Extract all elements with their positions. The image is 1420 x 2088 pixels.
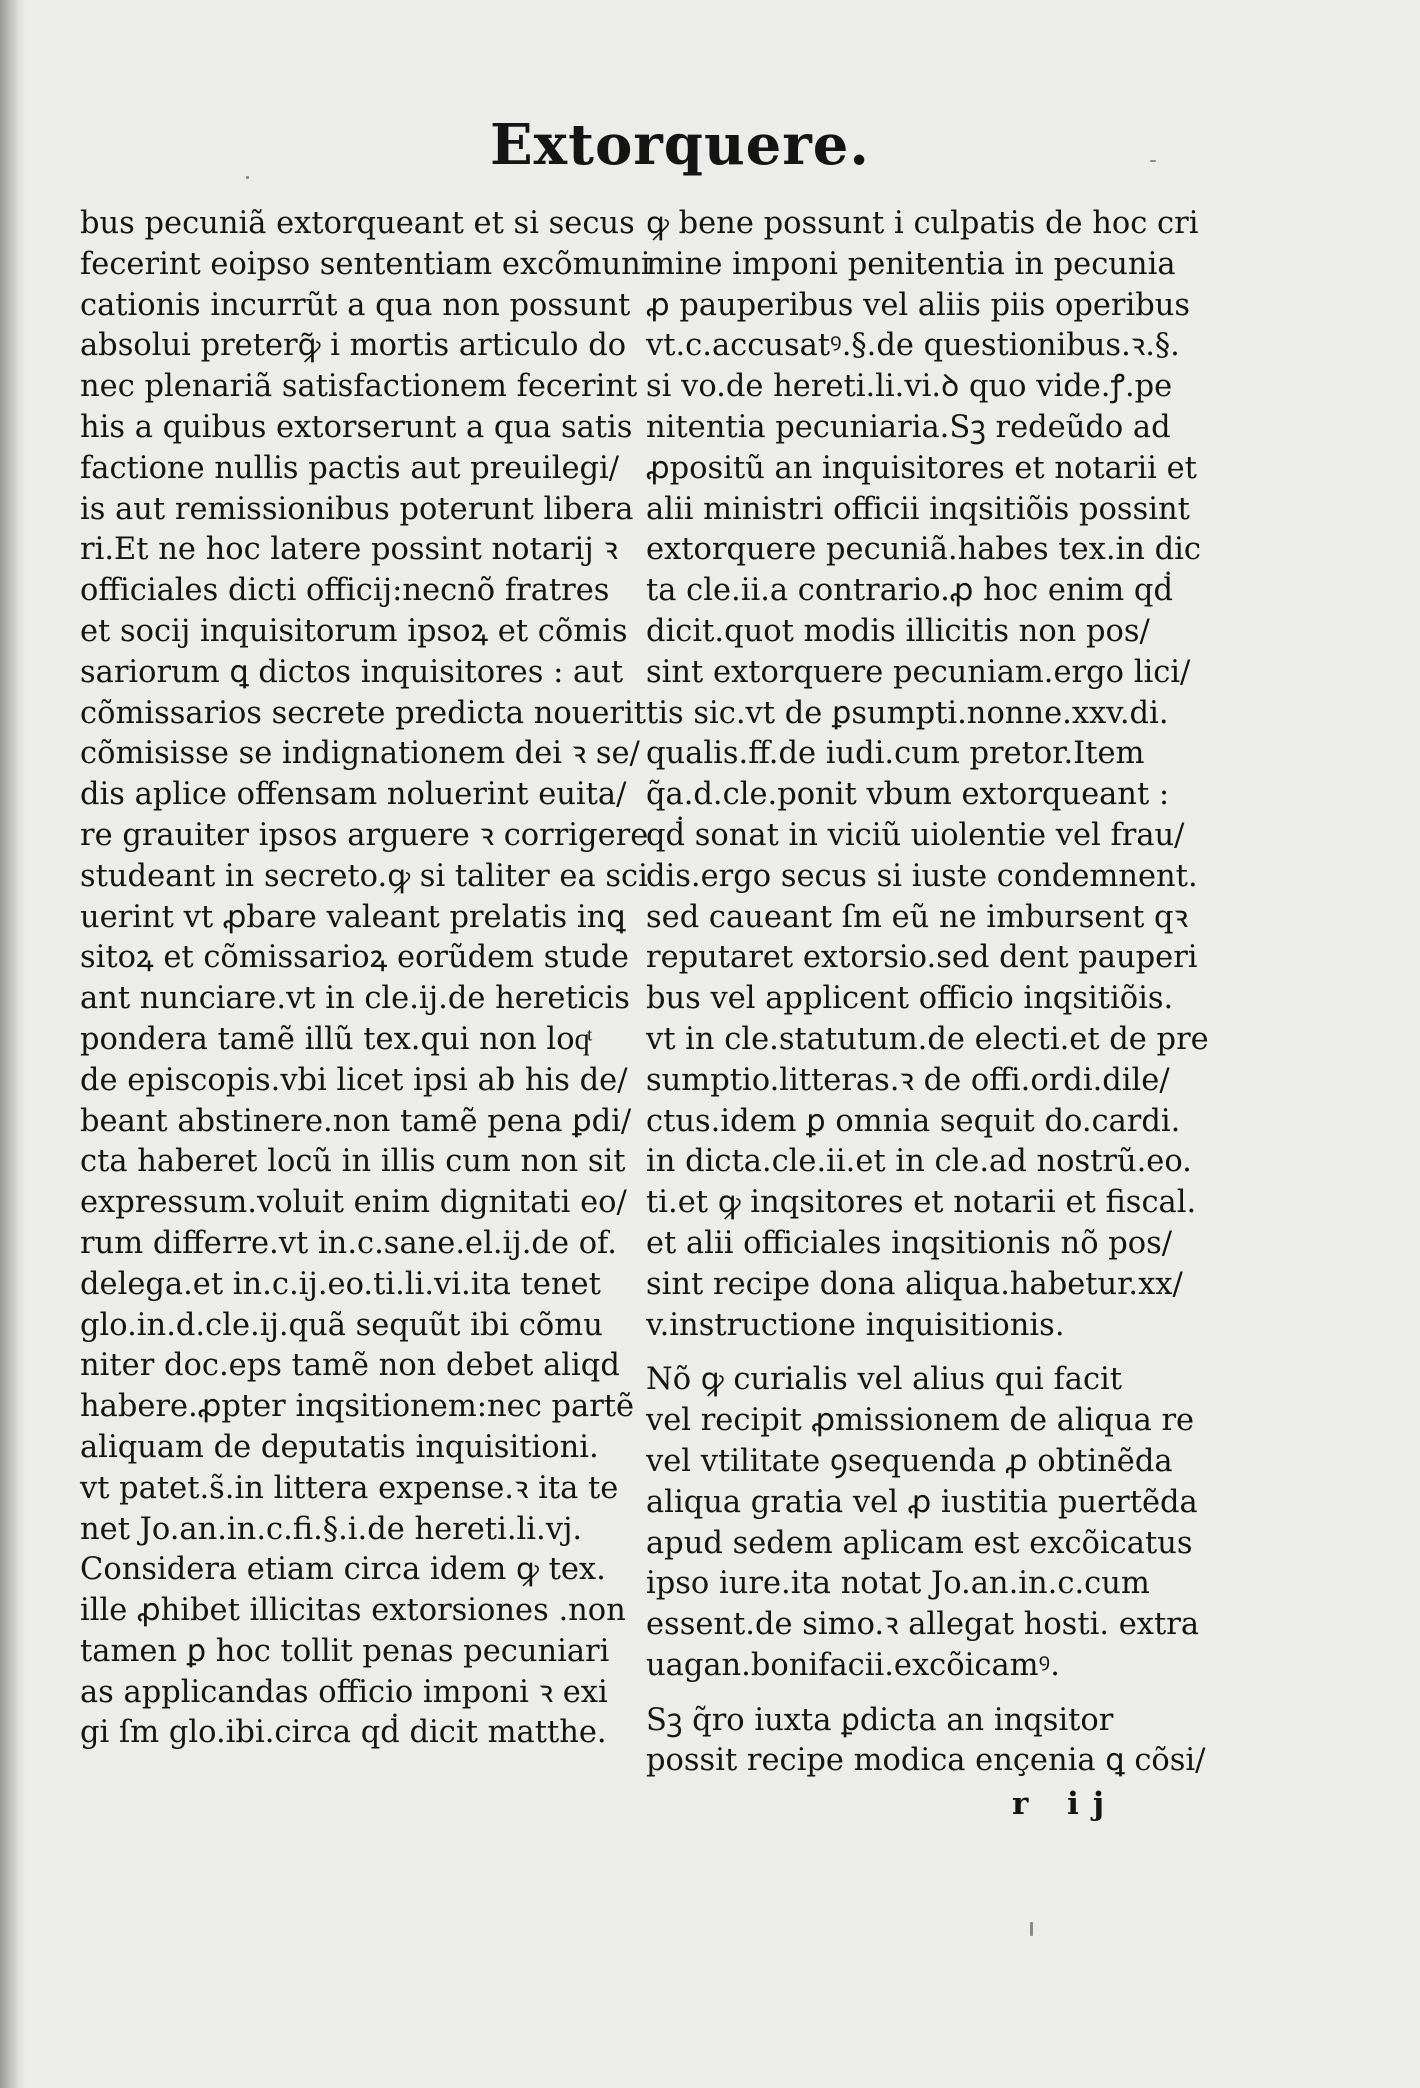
text-line: expressum.voluit enim dignitati eo/	[80, 1185, 627, 1221]
text-line: ri.Et ne hoc latere possint notarij ꝛ	[80, 532, 618, 568]
text-line: officiales dicti officij:necnõ fratres	[80, 573, 610, 609]
text-line: de episcopis.vbi licet ipsi ab his de/	[80, 1062, 628, 1098]
text-line: mine imponi penitentia in pecunia	[646, 246, 1176, 282]
text-line: pondera tamẽ illũ tex.qui non loqͭ	[80, 1021, 590, 1057]
text-line: vel recipit ꝓmissionem de aliqua re	[646, 1403, 1195, 1439]
text-line: apud sedem aplicam est excõicatus	[646, 1525, 1193, 1561]
text-line: vt in cle.statutum.de electi.et de pre	[646, 1021, 1209, 1057]
text-line: q̃a.d.cle.ponit vbum extorqueant :	[646, 777, 1170, 813]
text-line: cta haberet locũ in illis cum non sit	[80, 1144, 626, 1180]
text-line: et socij inquisitorum ipsoꝝ et cõmis	[80, 613, 628, 649]
text-line: ta cle.ii.a contrario.ꝓ hoc enim qḋ	[646, 573, 1173, 609]
right-column	[646, 204, 1209, 1782]
text-line: delega.et in.c.ij.eo.ti.li.vi.ita tenet	[80, 1266, 601, 1302]
text-line: essent.de simo.ꝛ allegat hosti. extra	[646, 1607, 1200, 1643]
paper-speck	[1030, 1922, 1033, 1936]
text-line: as applicandas officio imponi ꝛ exi	[80, 1674, 608, 1710]
text-line: dis aplice offensam noluerint euita/	[80, 777, 627, 813]
text-line: sed caueant ſm eũ ne imbursent qꝛ	[646, 899, 1189, 935]
text-line: nitentia pecuniaria.Sꝫ redeũdo ad	[646, 409, 1171, 445]
text-line: dicit.quot modis illicitis non pos/	[646, 613, 1150, 649]
right-paragraph-3	[646, 1701, 1206, 1783]
text-line: rum differre.vt in.c.sane.el.ij.de of.	[80, 1225, 617, 1261]
text-line: si vo.de hereti.li.vi.ꝺ quo vide.ꝭ.pe	[646, 369, 1173, 405]
text-line: qualis.ff.de iudi.cum pretor.Item	[646, 736, 1145, 772]
text-line: beant abstinere.non tamẽ pena ꝑdi/	[80, 1103, 632, 1139]
text-line: ille ꝓhibet illicitas extorsiones .non	[80, 1593, 626, 1629]
text-line: ctus.idem ꝑ omnia sequit do.cardi.	[646, 1103, 1181, 1139]
paragraph-gap	[646, 1687, 1162, 1701]
paragraph-gap	[646, 1346, 1162, 1360]
text-line: is aut remissionibus poterunt libera	[80, 491, 634, 527]
text-line: extorquere pecuniã.habes tex.in dic	[646, 532, 1201, 568]
text-line: bus pecuniã extorqueant et si secus	[80, 206, 635, 241]
text-line: factione nullis pactis aut preuilegi/	[80, 450, 620, 486]
text-line: possit recipe modica ençenia ꝗ cõsi/	[646, 1743, 1206, 1779]
text-line: fecerint eoipso sententiam excõmuni	[80, 246, 651, 282]
text-line: Nõ ꝙ curialis vel alius qui facit	[646, 1362, 1123, 1398]
text-line: alii ministri officii inqsitiõis possint	[646, 491, 1190, 527]
text-line: et alii officiales inqsitionis nõ pos/	[646, 1225, 1173, 1261]
text-line: sariorum ꝗ dictos inquisitores : aut	[80, 654, 624, 690]
text-line: nec plenariã satisfactionem fecerint	[80, 369, 638, 405]
text-line: gi ſm glo.ibi.circa qḋ dicit matthe.	[80, 1715, 607, 1751]
text-line: absolui preterꝙ̃ i mortis articulo do	[80, 328, 627, 364]
text-line: ipso iure.ita notat Jo.an.in.c.cum	[646, 1566, 1150, 1602]
text-line: Considera etiam circa idem ꝙ tex.	[80, 1552, 606, 1588]
text-line: studeant in secreto.ꝙ si taliter ea sci	[80, 858, 648, 894]
text-line: Sꝫ q̃ro iuxta ꝑdicta an inqsitor	[646, 1702, 1114, 1738]
text-line: aliqua gratia vel ꝓ iustitia puertẽda	[646, 1484, 1198, 1520]
text-line: cõmissarios secrete predicta nouerit	[80, 695, 647, 731]
signature-mark: r ij	[1012, 1786, 1119, 1822]
right-paragraph-1	[646, 204, 1209, 1346]
text-line: vt patet.s̃.in littera expense.ꝛ ita te	[80, 1470, 619, 1506]
text-line: tis sic.vt de ꝑsumpti.nonne.xxv.di.	[646, 695, 1169, 731]
text-line: cõmisisse se indignationem dei ꝛ se/	[80, 736, 640, 772]
text-line: dis.ergo secus si iuste condemnent.	[646, 858, 1198, 894]
text-line: ant nunciare.vt in cle.ij.de hereticis	[80, 981, 630, 1017]
text-line: aliquam de deputatis inquisitioni.	[80, 1429, 599, 1465]
left-column	[80, 204, 651, 1754]
right-paragraph-2	[646, 1360, 1200, 1686]
text-line: sint extorquere pecuniam.ergo lici/	[646, 654, 1191, 690]
text-line: uerint vt ꝓbare valeant prelatis inꝗ	[80, 899, 626, 935]
text-line: in dicta.cle.ii.et in cle.ad nostrũ.eo.	[646, 1144, 1192, 1180]
text-line: vt.c.accusatꝰ.§.de questionibus.ꝛ.§.	[646, 328, 1180, 364]
text-line: his a quibus extorserunt a qua satis	[80, 409, 633, 445]
running-head: Extorquere.	[490, 112, 870, 178]
text-line: net Jo.an.in.c.fi.§.i.de hereti.li.vj.	[80, 1511, 583, 1547]
text-line: sumptio.litteras.ꝛ de offi.ordi.dile/	[646, 1062, 1170, 1098]
text-line: ꝓ pauperibus vel aliis piis operibus	[646, 287, 1191, 323]
text-line: v.instructione inquisitionis.	[646, 1307, 1065, 1343]
gutter-shadow	[0, 0, 26, 2088]
text-line: re grauiter ipsos arguere ꝛ corrigere	[80, 817, 649, 853]
text-line: sitoꝝ et cõmissarioꝝ eorũdem stude	[80, 940, 629, 976]
text-line: bus vel applicent officio inqsitiõis.	[646, 981, 1174, 1017]
text-line: niter doc.eps tamẽ non debet aliqd	[80, 1348, 620, 1384]
text-line: ꝙ bene possunt i culpatis de hoc cri	[646, 206, 1199, 241]
text-line: glo.in.d.cle.ij.quã sequũt ibi cõmu	[80, 1307, 603, 1343]
text-line: qḋ sonat in viciũ uiolentie vel frau/	[646, 817, 1185, 853]
paper-speck	[246, 176, 249, 179]
text-line: tamen ꝑ hoc tollit penas pecuniari	[80, 1633, 610, 1669]
text-line: habere.ꝓpter inqsitionem:nec partẽ	[80, 1389, 635, 1425]
text-line: reputaret extorsio.sed dent pauperi	[646, 940, 1198, 976]
text-line: cationis incurrũt a qua non possunt	[80, 287, 631, 323]
text-line: vel vtilitate ꝯsequenda ꝓ obtinẽda	[646, 1443, 1173, 1479]
text-line: ti.et ꝙ inqsitores et notarii et fiscal.	[646, 1185, 1197, 1221]
text-line: ꝓpositũ an inquisitores et notarii et	[646, 450, 1197, 486]
paper-speck	[1150, 160, 1156, 162]
text-line: uagan.bonifacii.excõicamꝰ.	[646, 1647, 1060, 1683]
text-line: sint recipe dona aliqua.habetur.xx/	[646, 1266, 1183, 1302]
